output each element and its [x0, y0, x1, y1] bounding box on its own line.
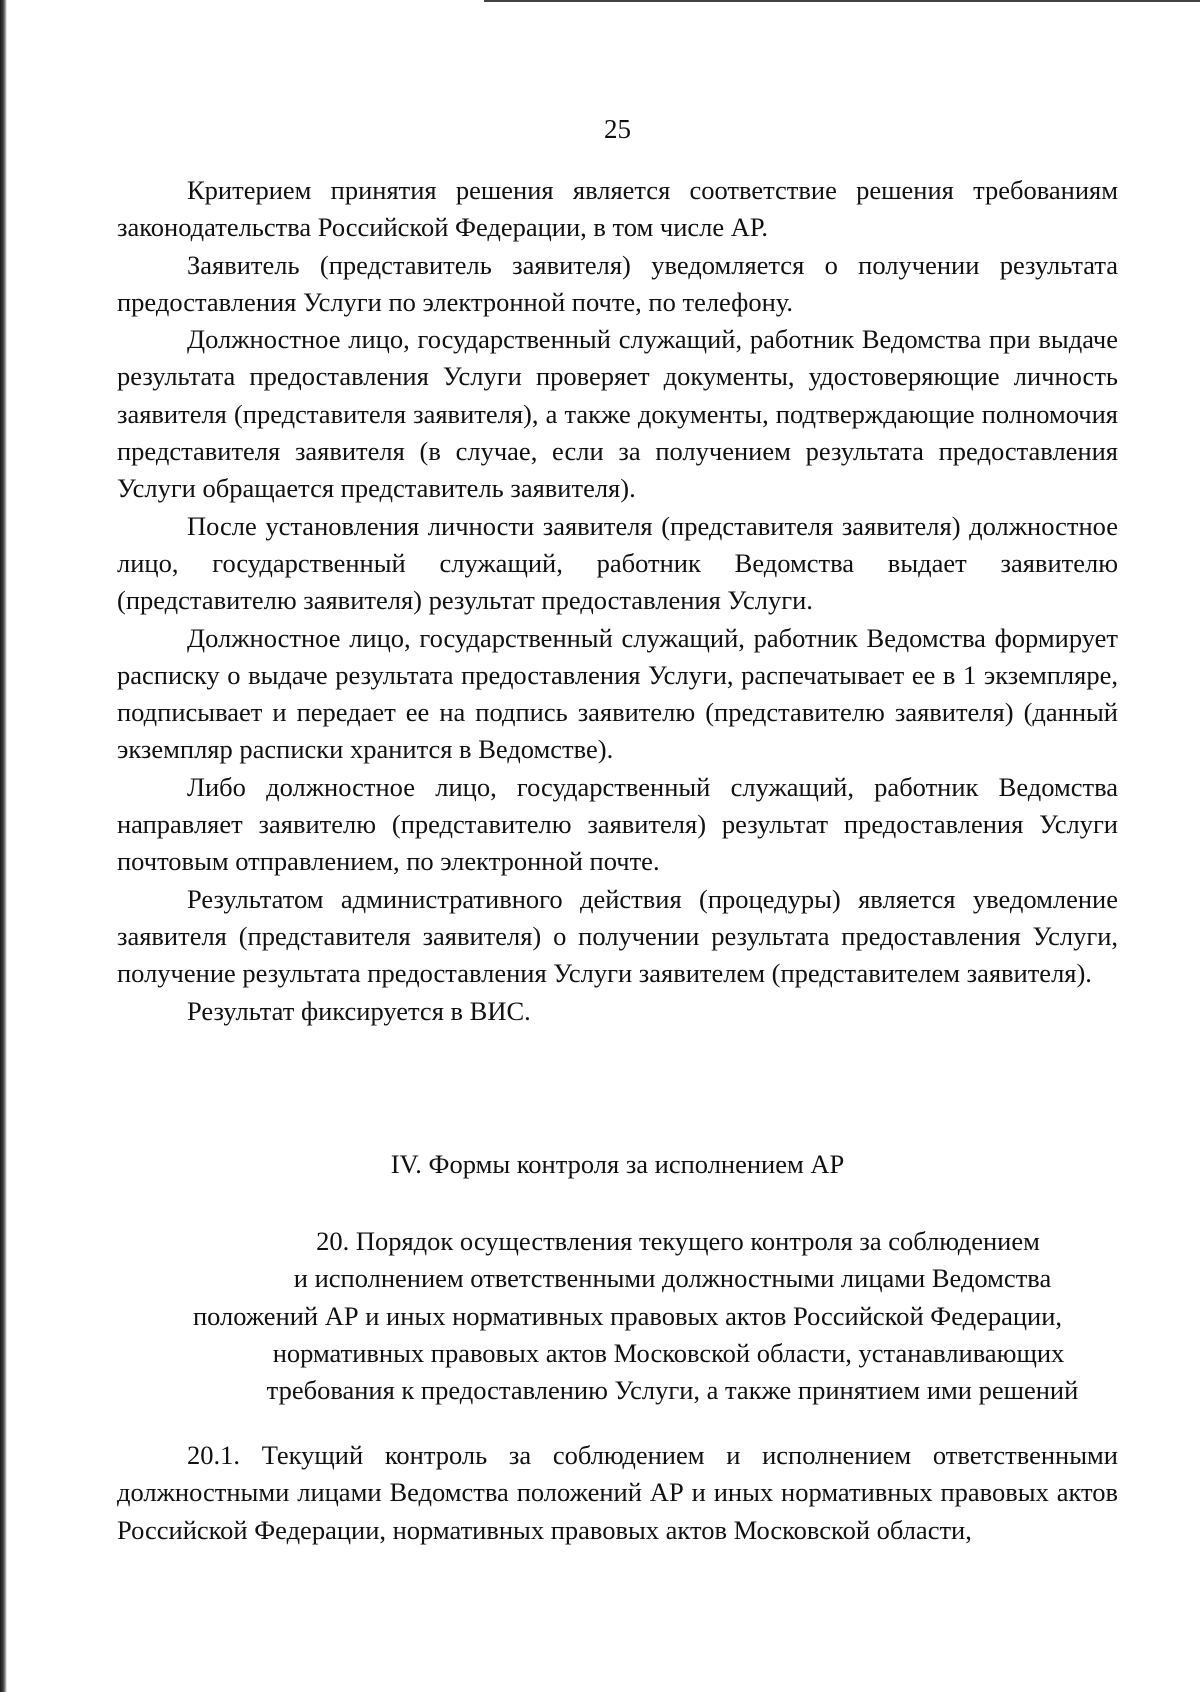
- clause-20-1: 20.1. Текущий контроль за соблюдением и исполнением ответственными должностными лицами Ведомства положений АР и иных нормативных правовых актов Российской Федерации, нормативных правовых актов Московской области,: [117, 1440, 1118, 1545]
- subsection-heading-line: положений АР и иных нормативных правовых актов Российской Федерации,: [192, 1300, 1063, 1331]
- subsection-heading-line: нормативных правовых актов Московской области, устанавливающих: [272, 1337, 1065, 1368]
- body-text: [117, 172, 1118, 1030]
- page-number: 25: [604, 114, 631, 144]
- paragraph-action-result: Результатом административного действия (процедуры) является уведомление заявителя (представителя заявителя) о получении результата предоставления Услуги, получение результата предоставления Услуги заявителем (представителем заявителя).: [117, 883, 1118, 989]
- paragraph-receipt: Должностное лицо, государственный служащий, работник Ведомства формирует расписку о выдаче результата предоставления Услуги, распечатывает ее в 1 экземпляре, подписывает и передает ее на подпись заявителю (представителю заявителя) (данный экземпляр расписки хранится в Ведомстве).: [117, 622, 1118, 765]
- subsection-heading-line: и исполнением ответственными должностными лицами Ведомства: [293, 1263, 1052, 1294]
- scan-top-line: [484, 0, 1200, 2]
- paragraph-result-issued: После установления личности заявителя (представителя заявителя) должностное лицо, государственный служащий, работник Ведомства выдает заявителю (представителю заявителя) результат предоставления Услуги.: [117, 510, 1118, 616]
- paragraph-recorded-in-vis: Результат фиксируется в ВИС.: [187, 995, 531, 1026]
- scan-left-edge: [0, 0, 7, 1692]
- section-heading: IV. Формы контроля за исполнением АР: [390, 1149, 845, 1179]
- subsection-heading-line: требования к предоставлению Услуги, а также принятием ими решений: [266, 1375, 1079, 1406]
- subsection-heading-line: 20. Порядок осуществления текущего контроля за соблюдением: [316, 1226, 1040, 1256]
- paragraph-applicant-notified: Заявитель (представитель заявителя) уведомляется о получении результата предоставления Услуги по электронной почте, по телефону.: [117, 249, 1118, 317]
- subsection-heading: [117, 1223, 1118, 1409]
- paragraph-identity-check: Должностное лицо, государственный служащий, работник Ведомства при выдаче результата предоставления Услуги проверяет документы, удостоверяющие личность заявителя (представителя заявителя), а также документы, подтверждающие полномочия представителя заявителя (в случае, если за получением результата предоставления Услуги обращается представитель заявителя).: [117, 324, 1118, 504]
- paragraph-mail-delivery: Либо должностное лицо, государственный служащий, работник Ведомства направляет заявителю (представителю заявителя) результат предоставления Услуги почтовым отправлением, по электронной почте.: [117, 771, 1118, 877]
- clause-text: [117, 1437, 1118, 1549]
- paragraph-decision-criterion: Критерием принятия решения является соответствие решения требованиям законодательства Российской Федерации, в том числе АР.: [117, 175, 1118, 243]
